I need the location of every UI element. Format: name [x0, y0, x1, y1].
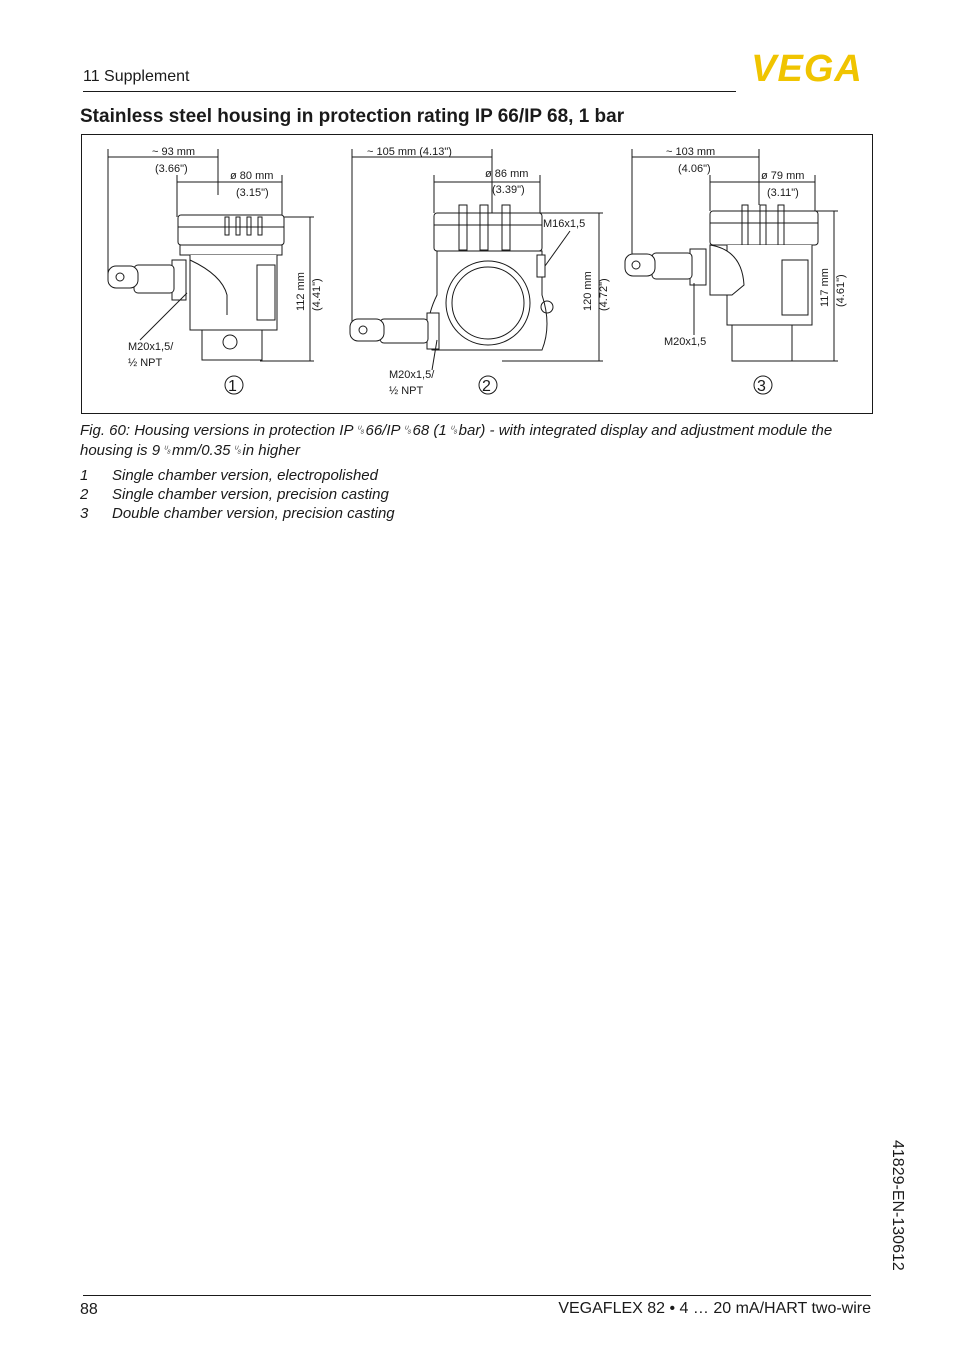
v3-thread: M20x1,5 [664, 336, 707, 348]
legend-text: Double chamber version, precision casting [112, 505, 395, 522]
legend-item [80, 504, 395, 523]
legend-num: 1 [80, 467, 89, 484]
housing-3-drawing [625, 149, 838, 361]
v2-height-in: (4.72") [598, 278, 610, 311]
figure-legend [80, 466, 395, 523]
v2-dim-top: ~ 105 mm (4.13") [367, 146, 452, 158]
v2-dia: ø 86 mm [485, 168, 529, 180]
v1-thread-a: M20x1,5/ [128, 341, 174, 353]
v3-height-in: (4.61") [835, 274, 847, 307]
v3-height: 117 mm [819, 268, 831, 307]
v3-dia-in: (3.11") [767, 187, 799, 199]
marker-2: 2 [482, 378, 491, 395]
legend-text: Single chamber version, electropolished [112, 467, 378, 484]
footer-title: VEGAFLEX 82 • 4 … 20 mA/HART two-wire [558, 1300, 871, 1317]
v1-height: 112 mm [295, 272, 307, 311]
v2-height: 120 mm [582, 271, 594, 311]
marker-1: 1 [228, 378, 237, 395]
document-id: 41829-EN-130612 [889, 1140, 906, 1271]
marker-3: 3 [757, 378, 766, 395]
footer-rule [83, 1295, 871, 1296]
v1-dim-top: ~ 93 mm [152, 146, 196, 158]
v2-thread-b: ½ NPT [389, 385, 424, 397]
figure-caption: Fig. 60: Housing versions in protection IP␟66/IP␟68 (1␟bar) - with integrated display and adjustment module the housing is 9␟mm/0.35␟in higher [80, 422, 833, 459]
housing-1-drawing [108, 149, 314, 361]
header-rule [83, 91, 736, 92]
vega-logo [742, 48, 872, 86]
v3-dim-top: ~ 103 mm [666, 146, 716, 158]
v1-dia-in: (3.15") [236, 187, 269, 199]
v2-dia-in: (3.39") [492, 184, 525, 196]
v1-dia: ø 80 mm [230, 170, 274, 182]
v3-dim-top-in: (4.06") [678, 163, 711, 175]
legend-num: 3 [80, 505, 89, 522]
housing-2-drawing [350, 149, 603, 370]
page-number: 88 [80, 1301, 98, 1318]
section-title: 11 Supplement [83, 68, 190, 85]
legend-item [80, 466, 395, 485]
v1-thread-b: ½ NPT [128, 357, 163, 369]
legend-num: 2 [80, 486, 89, 503]
v2-thread-a: M20x1,5/ [389, 369, 435, 381]
v3-dia: ø 79 mm [761, 170, 805, 182]
housing-figure [81, 134, 873, 414]
v1-height-in: (4.41") [311, 278, 323, 311]
logo-text: VEGA [751, 48, 863, 86]
v1-dim-top-in: (3.66") [155, 163, 188, 175]
page-heading: Stainless steel housing in protection rating IP 66/IP 68, 1 bar [80, 106, 625, 127]
legend-item [80, 485, 395, 504]
legend-text: Single chamber version, precision casting [112, 486, 389, 503]
v2-thread-m16: M16x1,5 [543, 218, 586, 230]
